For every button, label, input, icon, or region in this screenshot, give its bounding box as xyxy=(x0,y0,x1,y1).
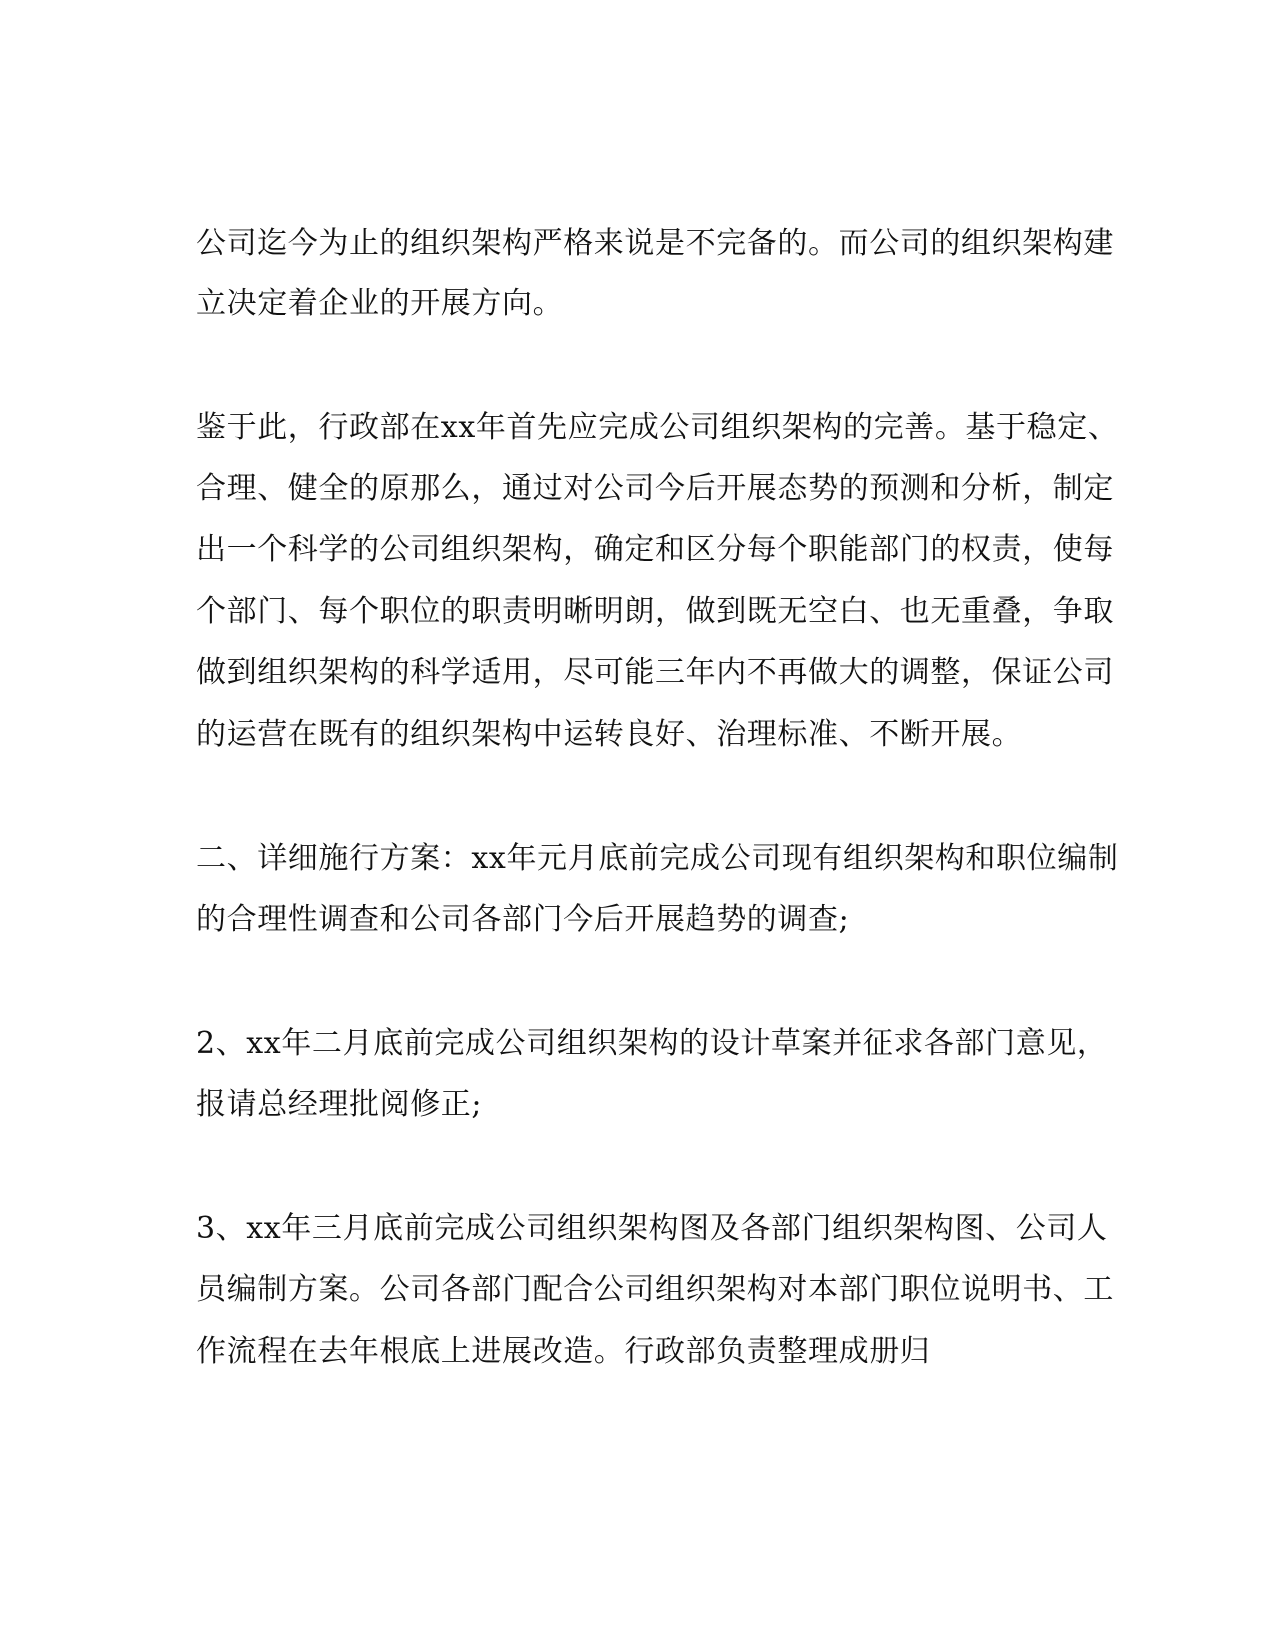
paragraph-5-line-2: 员编制方案。公司各部门配合公司组织架构对本部门职位说明书、工 xyxy=(196,1272,1114,1307)
paragraph-2-line-3: 出一个科学的公司组织架构，确定和区分每个职能部门的权责，使每 xyxy=(196,532,1114,567)
paragraph-2-line-6: 的运营在既有的组织架构中运转良好、治理标准、不断开展。 xyxy=(196,717,1023,752)
paragraph-2-line-1: 鉴于此，行政部在xx年首先应完成公司组织架构的完善。基于稳定、 xyxy=(196,410,1119,445)
paragraph-3-line-1: 二、详细施行方案：xx年元月底前完成公司现有组织架构和职位编制 xyxy=(196,841,1119,876)
paragraph-4-line-2: 报请总经理批阅修正; xyxy=(196,1087,483,1122)
paragraph-2-line-2: 合理、健全的原那么，通过对公司今后开展态势的预测和分析，制定 xyxy=(196,471,1114,506)
paragraph-4-line-1: 2、xx年二月底前完成公司组织架构的设计草案并征求各部门意见， xyxy=(196,1026,1108,1061)
paragraph-5-line-3: 作流程在去年根底上进展改造。行政部负责整理成册归 xyxy=(196,1334,931,1369)
paragraph-2-line-5: 做到组织架构的科学适用，尽可能三年内不再做大的调整，保证公司 xyxy=(196,655,1114,690)
paragraph-3-line-2: 的合理性调查和公司各部门今后开展趋势的调查; xyxy=(196,902,850,937)
paragraph-1-line-2: 立决定着企业的开展方向。 xyxy=(196,286,564,321)
paragraph-5-line-1: 3、xx年三月底前完成公司组织架构图及各部门组织架构图、公司人 xyxy=(196,1211,1108,1246)
paragraph-2-line-4: 个部门、每个职位的职责明晰明朗，做到既无空白、也无重叠，争取 xyxy=(196,594,1114,629)
paragraph-1-line-1: 公司迄今为止的组织架构严格来说是不完备的。而公司的组织架构建 xyxy=(196,226,1114,261)
